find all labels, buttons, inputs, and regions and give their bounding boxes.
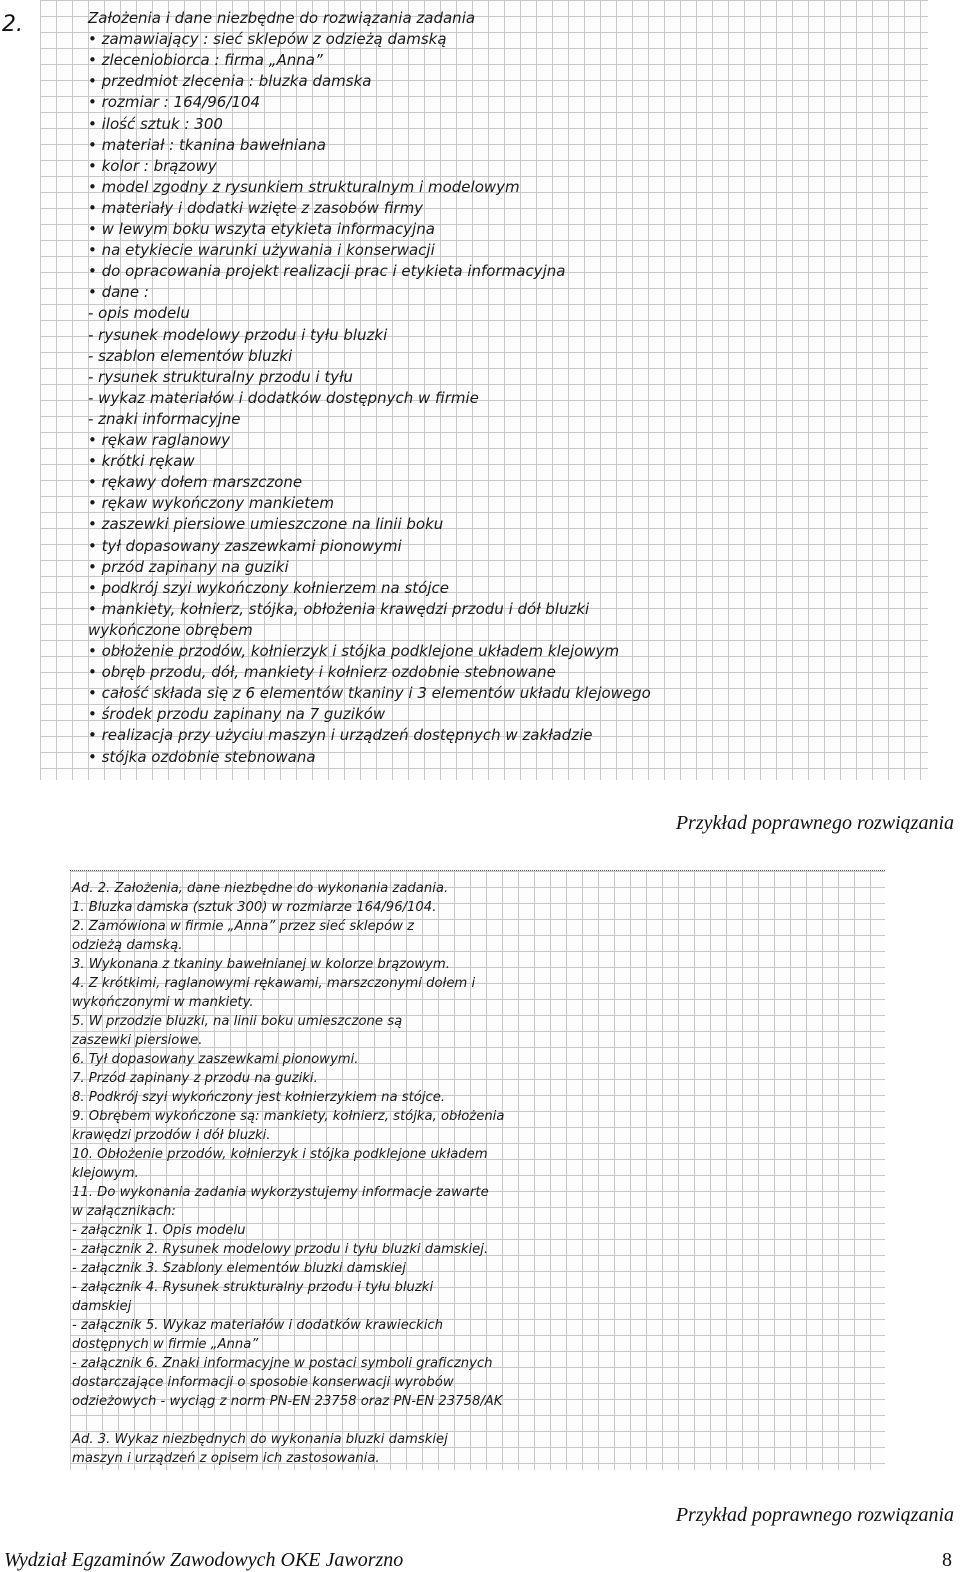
task-number: 2. bbox=[2, 12, 23, 37]
handwritten-line: Ad. 3. Wykaz niezbędnych do wykonania bluzki damskiej bbox=[72, 1432, 448, 1447]
handwritten-line: odzieżowych - wyciąg z norm PN-EN 23758 oraz PN-EN 23758/AK bbox=[72, 1394, 503, 1409]
handwritten-line: 3. Wykonana z tkaniny bawełnianej w kolorze brązowym. bbox=[72, 957, 450, 972]
handwritten-line: - rysunek modelowy przodu i tyłu bluzki bbox=[88, 325, 388, 344]
handwritten-solution-2 bbox=[70, 870, 885, 1470]
handwritten-line: • obłożenie przodów, kołnierzyk i stójka podklejone układem klejowym bbox=[88, 642, 620, 660]
handwritten-line: maszyn i urządzeń z opisem ich zastosowania. bbox=[72, 1451, 380, 1466]
handwritten-line: • model zgodny z rysunkiem strukturalnym i modelowym bbox=[88, 177, 520, 196]
handwritten-line: wykończone obrębem bbox=[88, 620, 253, 639]
handwritten-line: • do opracowania projekt realizacji prac i etykieta informacyjna bbox=[88, 262, 566, 281]
handwritten-line: • zleceniobiorca : firma „Anna” bbox=[88, 51, 323, 70]
handwritten-line: 9. Obrębem wykończone są: mankiety, kołnierz, stójka, obłożenia bbox=[72, 1109, 505, 1124]
handwritten-line: - załącznik 2. Rysunek modelowy przodu i tyłu bluzki damskiej. bbox=[72, 1242, 489, 1257]
handwritten-line: • kolor : brązowy bbox=[88, 156, 217, 175]
handwritten-line: • realizacja przy użyciu maszyn i urządzeń dostępnych w zakładzie bbox=[88, 726, 593, 745]
handwritten-line: • rękaw raglanowy bbox=[88, 431, 230, 449]
handwritten-line: • stójka ozdobnie stebnowana bbox=[88, 747, 316, 766]
handwritten-line: krawędzi przodów i dół bluzki. bbox=[72, 1128, 271, 1143]
handwritten-line: zaszewki piersiowe. bbox=[72, 1033, 203, 1048]
handwritten-line: • rękaw wykończony mankietem bbox=[88, 494, 335, 513]
handwritten-line: • krótki rękaw bbox=[88, 452, 195, 471]
handwritten-line: • środek przodu zapinany na 7 guzików bbox=[88, 705, 386, 724]
handwritten-line: 11. Do wykonania zadania wykorzystujemy informacje zawarte bbox=[72, 1185, 489, 1200]
handwritten-line: - załącznik 4. Rysunek strukturalny przodu i tyłu bluzki bbox=[72, 1280, 434, 1295]
handwritten-line: • całość składa się z 6 elementów tkaniny i 3 elementów układu klejowego bbox=[88, 684, 651, 703]
handwritten-line: • zamawiający : sieć sklepów z odzieżą damską bbox=[88, 30, 447, 49]
handwritten-line: 5. W przodzie bluzki, na linii boku umieszczone są bbox=[72, 1014, 403, 1029]
handwritten-line: 7. Przód zapinany z przodu na guziki. bbox=[72, 1071, 318, 1086]
handwritten-line: • ilość sztuk : 300 bbox=[88, 114, 223, 133]
handwritten-line: • materiały i dodatki wzięte z zasobów firmy bbox=[88, 198, 424, 217]
handwritten-line: Założenia i dane niezbędne do rozwiązania zadania bbox=[88, 9, 476, 27]
handwritten-line: - opis modelu bbox=[88, 304, 190, 323]
handwritten-line: • obręb przodu, dół, mankiety i kołnierz ozdobnie stebnowane bbox=[88, 663, 556, 682]
handwritten-line: • w lewym boku wszyta etykieta informacyjna bbox=[88, 220, 435, 238]
handwritten-line: • zaszewki piersiowe umieszczone na linii boku bbox=[88, 515, 444, 534]
handwritten-line: • rękawy dołem marszczone bbox=[88, 473, 303, 492]
handwritten-line: 4. Z krótkimi, raglanowymi rękawami, marszczonymi dołem i bbox=[72, 976, 476, 991]
page-number: 8 bbox=[942, 1549, 952, 1571]
handwritten-line: w załącznikach: bbox=[72, 1204, 176, 1219]
handwritten-line: klejowym. bbox=[72, 1166, 139, 1181]
handwritten-line: • podkrój szyi wykończony kołnierzem na stójce bbox=[88, 578, 449, 597]
handwritten-line: dostarczające informacji o sposobie konserwacji wyrobów bbox=[72, 1375, 454, 1390]
handwritten-line: 10. Obłożenie przodów, kołnierzyk i stójka podklejone układem bbox=[72, 1147, 488, 1162]
handwritten-line: damskiej bbox=[72, 1299, 132, 1314]
handwritten-line: • dane : bbox=[88, 283, 149, 302]
caption-example-solution-2: Przykład poprawnego rozwiązania bbox=[675, 1504, 954, 1526]
footer-institution: Wydział Egzaminów Zawodowych OKE Jaworzno bbox=[4, 1549, 404, 1571]
handwritten-line: 8. Podkrój szyi wykończony jest kołnierzykiem na stójce. bbox=[72, 1090, 446, 1105]
handwritten-line: • materiał : tkanina bawełniana bbox=[88, 135, 326, 154]
handwritten-line: • przedmiot zlecenia : bluzka damska bbox=[88, 72, 372, 91]
handwritten-line: - znaki informacyjne bbox=[88, 409, 241, 428]
handwritten-line: - załącznik 3. Szablony elementów bluzki damskiej bbox=[72, 1261, 406, 1276]
handwritten-line: dostępnych w firmie „Anna” bbox=[72, 1337, 259, 1352]
handwritten-line: wykończonymi w mankiety. bbox=[72, 995, 254, 1010]
handwritten-line: - załącznik 1. Opis modelu bbox=[72, 1223, 246, 1238]
handwritten-line: • rozmiar : 164/96/104 bbox=[88, 93, 261, 112]
handwritten-line: - rysunek strukturalny przodu i tyłu bbox=[88, 367, 353, 386]
handwritten-line: • na etykiecie warunki używania i konserwacji bbox=[88, 241, 435, 260]
handwritten-line: 2. Zamówiona w firmie „Anna” przez sieć sklepów z bbox=[72, 919, 415, 934]
handwritten-line: 6. Tył dopasowany zaszewkami pionowymi. bbox=[72, 1052, 359, 1067]
handwritten-line: odzieżą damską. bbox=[72, 938, 183, 953]
handwritten-line: 1. Bluzka damska (sztuk 300) w rozmiarze 164/96/104. bbox=[72, 900, 437, 915]
handwritten-line: - załącznik 6. Znaki informacyjne w postaci symboli graficznych bbox=[72, 1356, 493, 1371]
handwritten-line: • mankiety, kołnierz, stójka, obłożenia krawędzi przodu i dół bluzki bbox=[88, 599, 590, 618]
handwritten-line: • tył dopasowany zaszewkami pionowymi bbox=[88, 536, 402, 555]
handwritten-line: Ad. 2. Założenia, dane niezbędne do wykonania zadania. bbox=[72, 881, 449, 896]
handwritten-line: • przód zapinany na guziki bbox=[88, 557, 289, 576]
handwritten-line: - wykaz materiałów i dodatków dostępnych w firmie bbox=[88, 388, 479, 407]
handwritten-solution-1 bbox=[40, 0, 928, 780]
handwritten-line: - szablon elementów bluzki bbox=[88, 346, 293, 365]
handwritten-line: - załącznik 5. Wykaz materiałów i dodatków krawieckich bbox=[72, 1318, 443, 1333]
caption-example-solution-1: Przykład poprawnego rozwiązania bbox=[675, 812, 954, 834]
